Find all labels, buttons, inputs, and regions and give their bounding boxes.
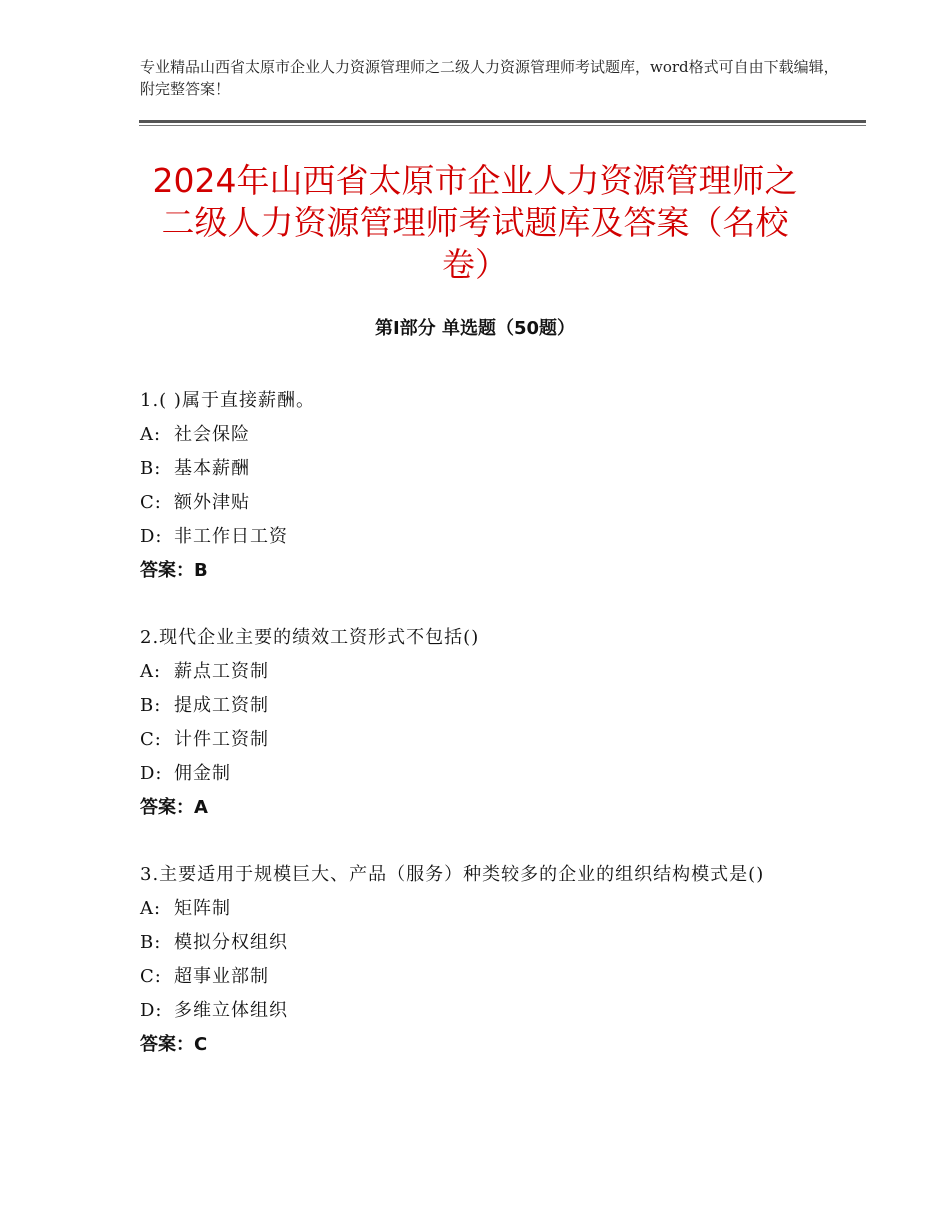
question-stem: 2.现代企业主要的绩效工资形式不包括() <box>140 627 480 648</box>
option-d <box>140 994 810 1028</box>
option-d <box>140 757 810 791</box>
option-text: 非工作日工资 <box>174 526 288 547</box>
section-title: 第Ⅰ部分 单选题（50题） <box>374 318 575 339</box>
option-text: 薪点工资制 <box>174 661 269 682</box>
option-key: B: <box>140 932 162 953</box>
option-text: 佣金制 <box>174 763 231 784</box>
option-text: 超事业部制 <box>174 966 269 987</box>
option-key: D: <box>140 763 163 784</box>
header-rule-thick <box>139 120 866 123</box>
option-key: D: <box>140 1000 163 1021</box>
option-text: 矩阵制 <box>174 898 231 919</box>
header-rule-thin <box>139 125 866 126</box>
document-title: 2024年山西省太原市企业人力资源管理师之二级人力资源管理师考试题库及答案（名校卷） <box>152 161 798 284</box>
question-3 <box>140 858 810 1062</box>
option-c <box>140 960 810 994</box>
question-list <box>140 384 810 1095</box>
option-a <box>140 655 810 689</box>
option-key: D: <box>140 526 163 547</box>
question-stem: 1.( )属于直接薪酬。 <box>140 390 315 411</box>
option-text: 多维立体组织 <box>174 1000 288 1021</box>
option-key: A: <box>140 898 162 919</box>
header-note: 专业精品山西省太原市企业人力资源管理师之二级人力资源管理师考试题库，word格式可自由下载编辑，附完整答案！ <box>140 58 839 98</box>
option-c <box>140 723 810 757</box>
question-1 <box>140 384 810 588</box>
option-key: A: <box>140 424 162 445</box>
option-a <box>140 418 810 452</box>
option-text: 模拟分权组织 <box>174 932 288 953</box>
option-text: 额外津贴 <box>174 492 250 513</box>
option-b <box>140 926 810 960</box>
option-text: 社会保险 <box>174 424 250 445</box>
option-b <box>140 452 810 486</box>
option-text: 基本薪酬 <box>174 458 250 479</box>
option-key: B: <box>140 458 162 479</box>
question-2 <box>140 621 810 825</box>
option-b <box>140 689 810 723</box>
option-a <box>140 892 810 926</box>
option-key: C: <box>140 966 162 987</box>
answer-line: 答案：A <box>140 797 208 818</box>
option-key: A: <box>140 661 162 682</box>
option-d <box>140 520 810 554</box>
option-key: B: <box>140 695 162 716</box>
answer-line: 答案：C <box>140 1034 208 1055</box>
option-text: 提成工资制 <box>174 695 269 716</box>
answer-line: 答案：B <box>140 560 208 581</box>
question-stem: 3.主要适用于规模巨大、产品（服务）种类较多的企业的组织结构模式是() <box>140 864 765 885</box>
option-text: 计件工资制 <box>174 729 269 750</box>
option-key: C: <box>140 492 162 513</box>
option-key: C: <box>140 729 162 750</box>
option-c <box>140 486 810 520</box>
